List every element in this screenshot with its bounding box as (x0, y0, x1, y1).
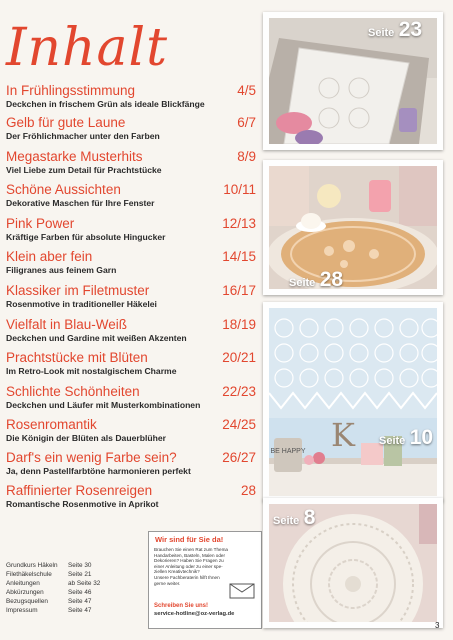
contact-cta: Schreiben Sie uns! (154, 603, 209, 609)
mail-icon (229, 582, 255, 600)
toc-entry-pages: 20/21 (222, 350, 256, 365)
seite-word: Seite (379, 435, 406, 447)
toc-entry[interactable] (6, 149, 256, 175)
index-page: ab Seite 32 (68, 580, 101, 587)
contact-text-line: einer Anleitung oder zu einer spe- (154, 563, 223, 569)
toc-entry[interactable] (6, 417, 256, 443)
toc-entry[interactable] (6, 350, 256, 376)
toc-entry-title: Pink Power (6, 216, 75, 231)
toc-entry-title: Gelb für gute Laune (6, 115, 126, 130)
toc-entry-pages: 24/25 (222, 417, 256, 432)
toc-entry-pages: 18/19 (222, 317, 256, 332)
toc-entry-title: Megastarke Musterhits (6, 149, 143, 164)
toc-entry-pages: 14/15 (222, 249, 256, 264)
toc-entry-subtitle: Rosenmotive in traditioneller Häkelei (6, 299, 157, 309)
toc-entry-title: Schlichte Schönheiten (6, 384, 140, 399)
jar-label-text: BE HAPPY (270, 448, 306, 455)
contact-heading: Wir sind für Sie da! (155, 535, 224, 544)
toc-entry-subtitle: Im Retro-Look mit nostalgischem Charme (6, 366, 177, 376)
page-title: Inhalt (6, 18, 169, 78)
toc-entry[interactable] (6, 450, 256, 476)
index-name: Anleitungen (6, 580, 40, 587)
index-name: Filethäkelschule (6, 571, 52, 578)
toc-entry-pages: 16/17 (222, 283, 256, 298)
contact-box (148, 531, 262, 629)
toc-entry-pages: 4/5 (237, 83, 256, 98)
toc-entry-subtitle: Viel Liebe zum Detail für Prachtstücke (6, 165, 162, 175)
toc-entry-subtitle: Deckchen und Gardine mit weißen Akzenten (6, 333, 187, 343)
index-page: Seite 46 (68, 589, 92, 596)
photo-table-runner[interactable] (263, 12, 443, 150)
toc-entry-pages: 6/7 (237, 115, 256, 130)
toc-entry-title: Raffinierter Rosenreigen (6, 483, 153, 498)
toc-entry-title: Darf's ein wenig Farbe sein? (6, 450, 177, 465)
toc-entry-title: Prachtstücke mit Blüten (6, 350, 148, 365)
toc-entry-title: Klein aber fein (6, 249, 93, 264)
index-row (6, 580, 116, 589)
toc-entry-pages: 26/27 (222, 450, 256, 465)
photo-apricot-doily[interactable] (263, 160, 443, 295)
toc-entry-subtitle: Deckchen und Läufer mit Musterkombinationen (6, 400, 201, 410)
contact-text-line: Handarbeiten, Basteln, Malen oder (154, 552, 225, 558)
toc-entry-title: Vielfalt in Blau-Weiß (6, 317, 128, 332)
contact-text-line: Dekorieren? Haben Sie Fragen zu (154, 558, 224, 564)
index-page: Seite 30 (68, 562, 92, 569)
seite-word: Seite (368, 27, 395, 39)
index-page: Seite 21 (68, 571, 92, 578)
toc-entry-title: Schöne Aussichten (6, 182, 121, 197)
photo-page-label (379, 426, 433, 450)
toc-entry-title: In Frühlingsstimmung (6, 83, 136, 98)
toc-entry-subtitle: Die Königin der Blüten als Dauerblüher (6, 433, 166, 443)
index-row (6, 598, 116, 607)
index-name: Impressum (6, 607, 38, 614)
toc-entry-title: Rosenromantik (6, 417, 97, 432)
seite-number: 10 (409, 426, 434, 449)
toc-entry-subtitle: Romantische Rosenmotive in Aprikot (6, 499, 159, 509)
toc-entry-pages: 12/13 (222, 216, 256, 231)
toc-entry[interactable] (6, 216, 256, 242)
index-page: Seite 47 (68, 598, 92, 605)
contact-email[interactable]: service-hotline@oz-verlag.de (154, 611, 235, 617)
photo-page-label (368, 18, 422, 42)
toc-entry[interactable] (6, 483, 256, 509)
toc-entry-subtitle: Der Fröhlichmacher unter den Farben (6, 131, 160, 141)
toc-entry-subtitle: Kräftige Farben für absolute Hingucker (6, 232, 166, 242)
photo-curtain[interactable] (263, 302, 443, 502)
toc-entry[interactable] (6, 283, 256, 309)
seite-number: 23 (398, 18, 423, 41)
contact-text-line: gerne weiter. (154, 580, 181, 586)
toc-entry-subtitle: Filigranes aus feinem Garn (6, 265, 117, 275)
toc-entry-pages: 10/11 (223, 182, 256, 197)
letter-k-decoration: K (331, 416, 355, 454)
toc-entry-pages: 8/9 (237, 149, 256, 164)
toc-entry-pages: 28 (240, 483, 256, 498)
contact-text (154, 547, 254, 586)
page-number: 3 (435, 621, 440, 630)
index-name: Grundkurs Häkeln (6, 562, 58, 569)
contact-text-line: Unsere Fachberaterin hilft Ihnen (154, 574, 220, 580)
index-page: Seite 47 (68, 607, 92, 614)
index-row (6, 589, 116, 598)
toc-entry-subtitle: Deckchen in frischem Grün als ideale Blickfänge (6, 99, 205, 109)
seite-number: 28 (319, 268, 344, 291)
index-name: Bezugsquellen (6, 598, 48, 605)
toc-entry[interactable] (6, 182, 256, 208)
toc-entry[interactable] (6, 83, 256, 109)
curtain-photo (269, 308, 437, 496)
contact-text-line: Brauchen Sie einen Rat zum Thema (154, 547, 228, 552)
photo-page-label (273, 506, 315, 530)
seite-number: 8 (303, 506, 316, 529)
photo-white-doily[interactable] (263, 498, 443, 628)
seite-word: Seite (273, 515, 300, 527)
index-list (6, 562, 116, 616)
contact-text-line: ziellen Kreativtechnik? (154, 569, 200, 575)
index-name: Abkürzungen (6, 589, 44, 596)
toc-entry-subtitle: Dekorative Maschen für Ihre Fenster (6, 198, 155, 208)
toc-entry[interactable] (6, 317, 256, 343)
toc-entry-title: Klassiker im Filetmuster (6, 283, 150, 298)
index-row (6, 607, 116, 616)
toc-entry-pages: 22/23 (222, 384, 256, 399)
seite-word: Seite (289, 277, 316, 289)
toc-entry-subtitle: Ja, denn Pastellfarbtöne harmonieren perfekt (6, 466, 191, 476)
toc-entry[interactable] (6, 384, 256, 410)
index-row (6, 571, 116, 580)
photo-page-label (289, 268, 343, 292)
index-row (6, 562, 116, 571)
toc-entry[interactable] (6, 115, 256, 141)
toc-entry[interactable] (6, 249, 256, 275)
